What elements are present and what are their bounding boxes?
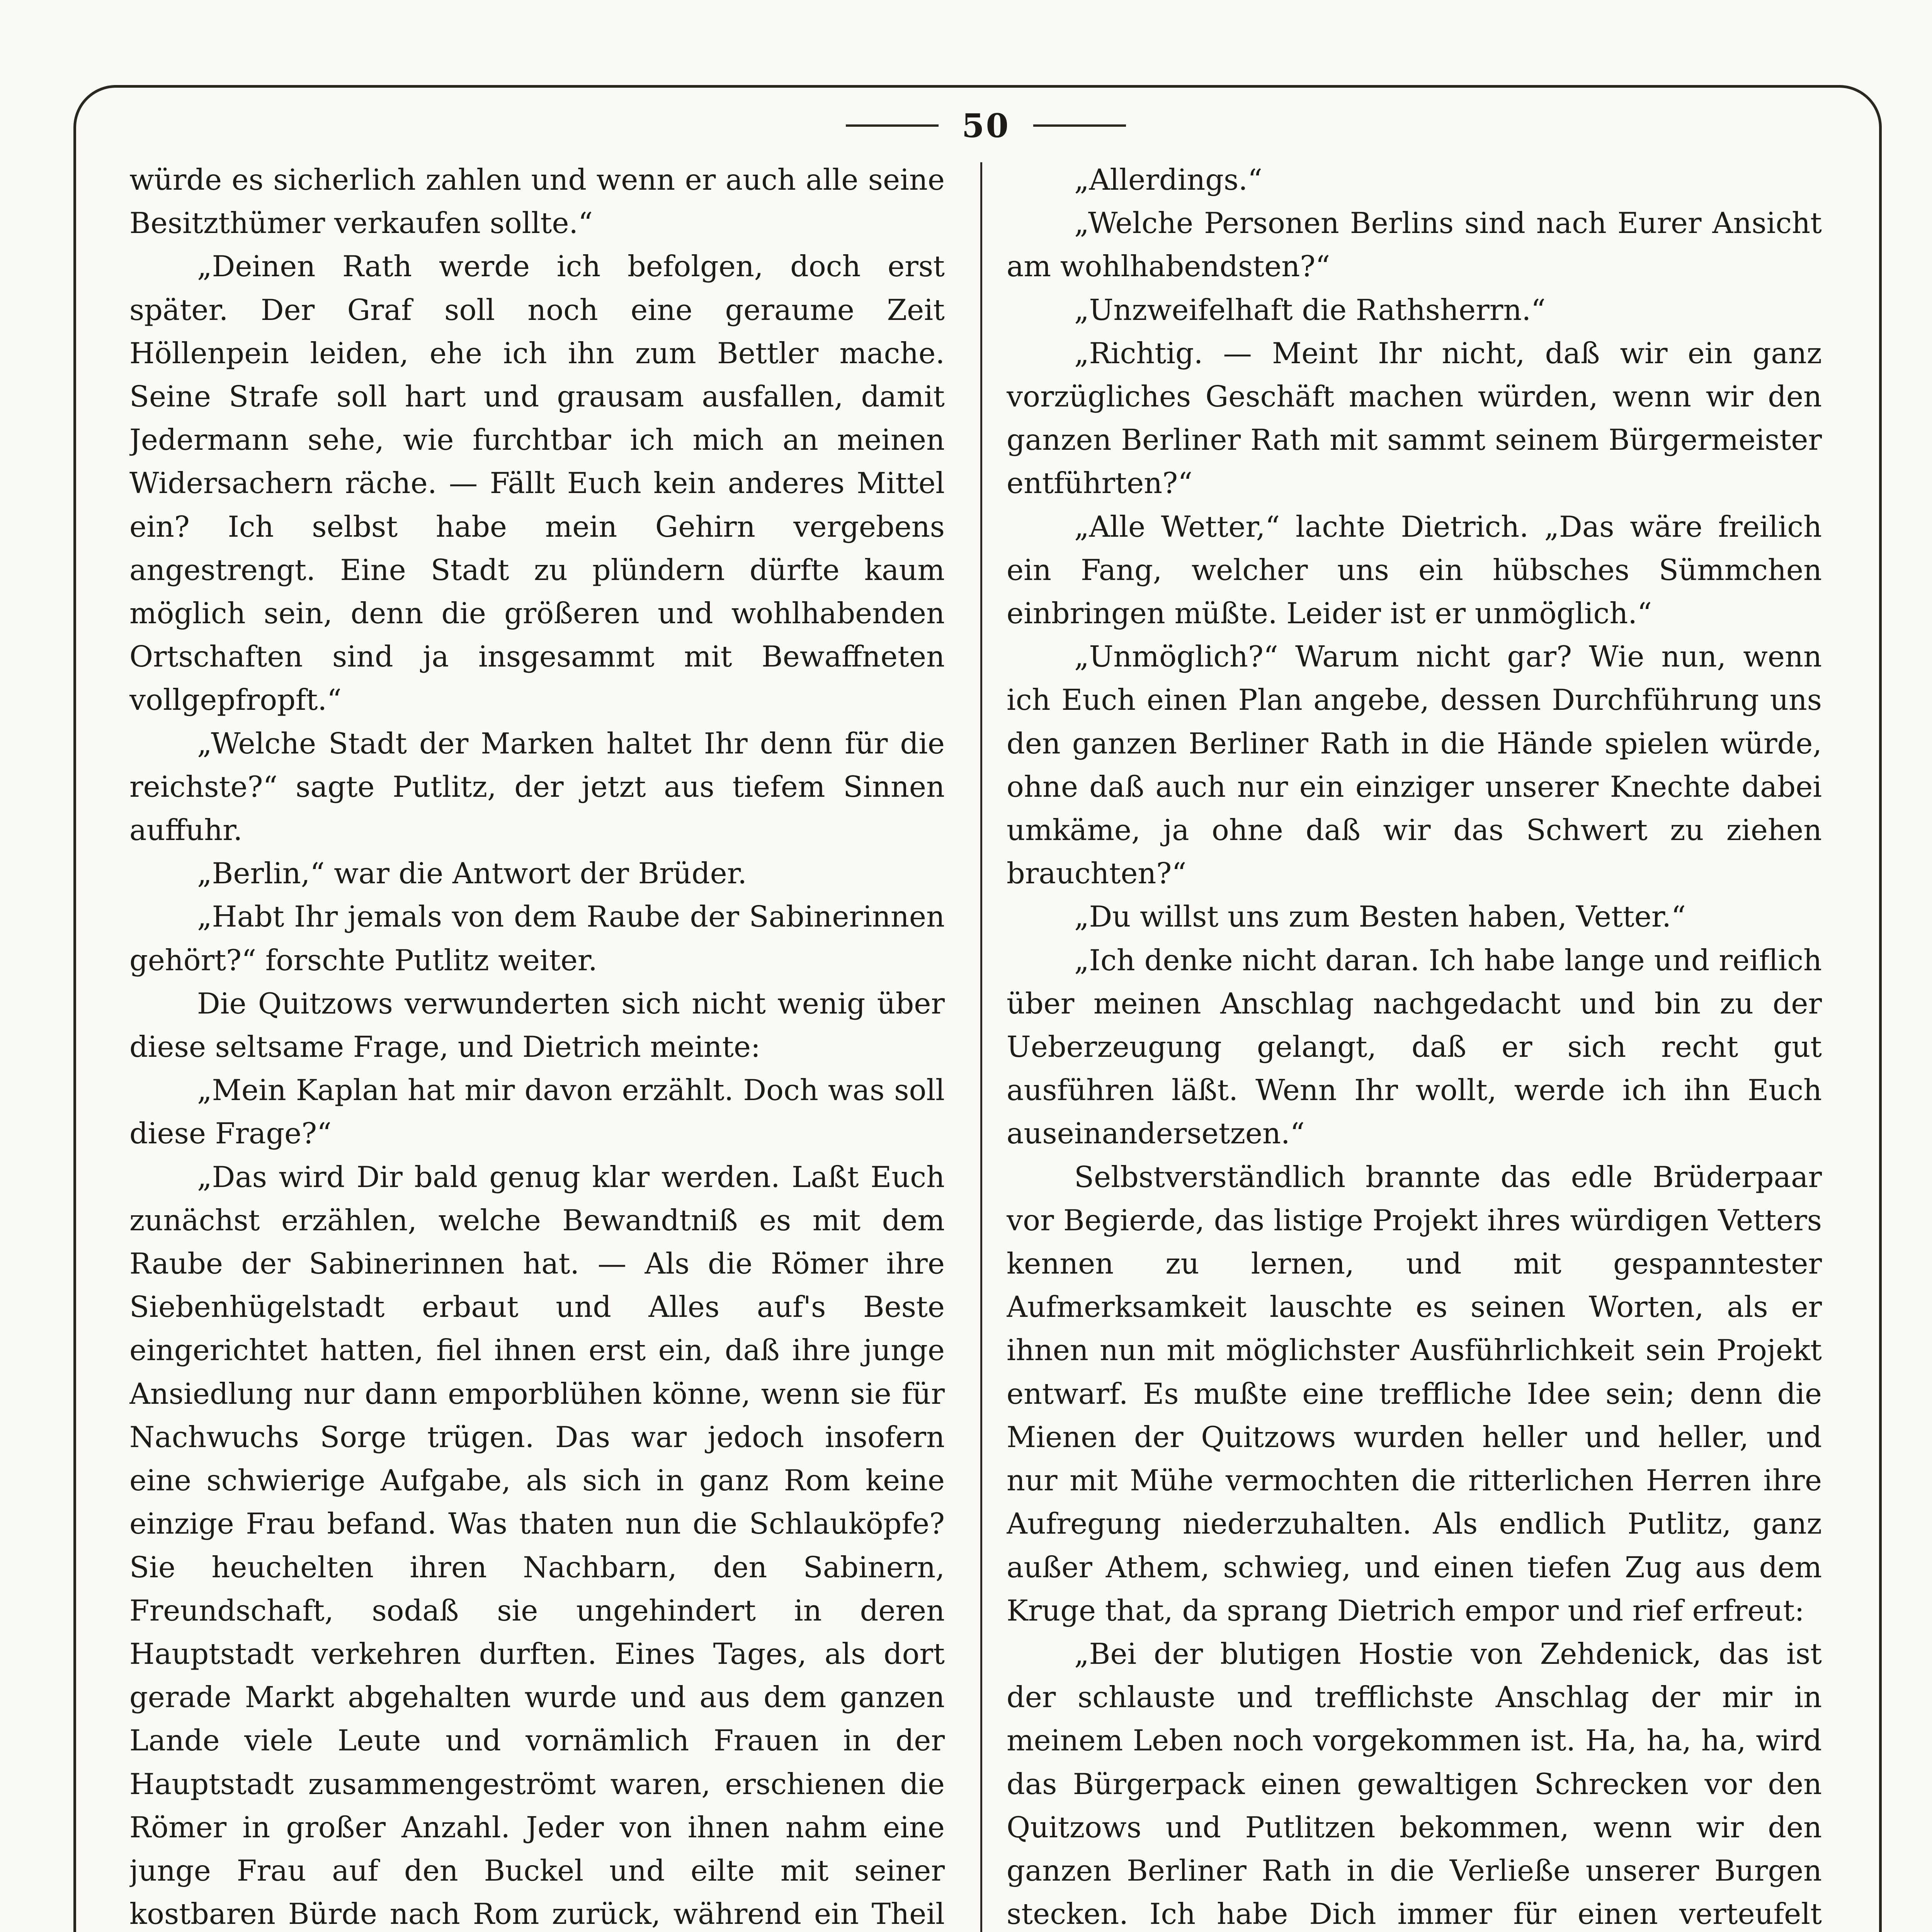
paragraph: „Habt Ihr jemals von dem Raube der Sabinerinnen gehört?“ forschte Putlitz weiter. bbox=[129, 900, 945, 977]
paragraph: „Unzweifelhaft die Rathsherrn.“ bbox=[1074, 293, 1546, 327]
paragraph: würde es sicherlich zahlen und wenn er auch alle seine Besitzthümer verkaufen sollte.“ bbox=[129, 163, 945, 240]
paragraph: „Berlin,“ war die Antwort der Brüder. bbox=[197, 857, 747, 891]
paragraph: Die Quitzows verwunderten sich nicht wenig über diese seltsame Frage, und Dietrich meinte: bbox=[129, 986, 945, 1064]
paragraph: „Allerdings.“ bbox=[1074, 163, 1262, 197]
paragraph: „Du willst uns zum Besten haben, Vetter.“ bbox=[1074, 900, 1686, 934]
page-number: 50 bbox=[962, 106, 1010, 145]
paragraph: „Ich denke nicht daran. Ich habe lange und reiflich über meinen Anschlag nachgedacht und bin zu der Ueberzeugung gelangt, daß er sich recht gut ausführen läßt. Wenn Ihr wollt, werde ich ihn Euch auseinandersetzen.“ bbox=[1007, 943, 1822, 1151]
text-column-left bbox=[129, 158, 945, 1932]
paragraph: „Alle Wetter,“ lachte Dietrich. „Das wäre freilich ein Fang, welcher uns ein hübsches Sümmchen einbringen müßte. Leider ist er unmöglich.“ bbox=[1007, 510, 1822, 631]
paragraph: „Deinen Rath werde ich befolgen, doch erst später. Der Graf soll noch eine geraume Zeit Höllenpein leiden, ehe ich ihn zum Bettler mache. Seine Strafe soll hart und grausam ausfallen, damit Jedermann sehe, wie furchtbar ich mich an meinen Widersachern räche. — Fällt Euch kein anderes Mittel ein? Ich selbst habe mein Gehirn vergebens angestrengt. Eine Stadt zu plündern dürfte kaum möglich sein, denn die größeren und wohlhabenden Ortschaften sind ja insgesammt mit Bewaffneten vollgepfropft.“ bbox=[129, 250, 945, 717]
paragraph: „Bei der blutigen Hostie von Zehdenick, das ist der schlauste und trefflichste Anschlag der mir in meinem Leben noch vorgekommen ist. Ha, ha, ha, wird das Bürgerpack einen gewaltigen Schrecken vor den Quitzows und Putlitzen bekommen, wenn wir den ganzen Berliner Rath in die Verließe unserer Burgen stecken. Ich habe Dich immer für einen verteufelt bbox=[1007, 1637, 1822, 1931]
column-divider bbox=[980, 162, 982, 1932]
paragraph: Selbstverständlich brannte das edle Brüderpaar vor Begierde, das listige Projekt ihres würdigen Vetters kennen zu lernen, und mit gespanntester Aufmerksamkeit lauschte es seinen Worten, als er ihnen nun mit möglichster Ausführlichkeit sein Projekt entwarf. Es mußte eine treffliche Idee sein; denn die Mienen der Quitzows wurden heller und heller, und nur mit Mühe vermochten die ritterlichen Herren ihre Aufregung niederzuhalten. Als endlich Putlitz, ganz außer Athem, schwieg, und einen tiefen Zug aus dem Kruge that, da sprang Dietrich empor und rief erfreut: bbox=[1007, 1160, 1822, 1628]
paragraph: „Mein Kaplan hat mir davon erzählt. Doch was soll diese Frage?“ bbox=[129, 1073, 945, 1151]
paragraph: „Welche Stadt der Marken haltet Ihr denn für die reichste?“ sagte Putlitz, der jetzt aus tiefem Sinnen auffuhr. bbox=[129, 726, 945, 847]
text-column-right bbox=[1007, 158, 1822, 1932]
header-rule-left bbox=[846, 124, 939, 127]
paragraph: „Unmöglich?“ Warum nicht gar? Wie nun, wenn ich Euch einen Plan angebe, dessen Durchführung uns den ganzen Berliner Rath in die Hände spielen würde, ohne daß auch nur ein einziger unserer Knechte dabei umkäme, ja ohne daß wir das Schwert zu ziehen brauchten?“ bbox=[1007, 640, 1822, 891]
paragraph: „Das wird Dir bald genug klar werden. Laßt Euch zunächst erzählen, welche Bewandtniß es mit dem Raube der Sabinerinnen hat. — Als die Römer ihre Siebenhügelstadt erbaut und Alles auf's Beste eingerichtet hatten, fiel ihnen erst ein, daß ihre junge Ansiedlung nur dann emporblühen könne, wenn sie für Nachwuchs Sorge trügen. Das war jedoch insofern eine schwierige Aufgabe, als sich in ganz Rom keine einzige Frau befand. Was thaten nun die Schlauköpfe? Sie heuchelten ihren Nachbarn, den Sabinern, Freundschaft, sodaß sie ungehindert in deren Hauptstadt verkehren durften. Eines Tages, als dort gerade Markt abgehalten wurde und aus dem ganzen Lande viele Leute und vornämlich Frauen in der Hauptstadt zusammengeströmt waren, erschienen die Römer in großer Anzahl. Jeder von ihnen nahm eine junge Frau auf den Buckel und eilte mit seiner kostbaren Bürde nach Rom zurück, während ein Theil bbox=[129, 1160, 945, 1931]
paragraph: „Richtig. — Meint Ihr nicht, daß wir ein ganz vorzügliches Geschäft machen würden, wenn wir den ganzen Berliner Rath mit sammt seinem Bürgermeister entführten?“ bbox=[1007, 336, 1822, 500]
paragraph: „Welche Personen Berlins sind nach Eurer Ansicht am wohlhabendsten?“ bbox=[1007, 206, 1822, 284]
header-rule-right bbox=[1033, 124, 1126, 127]
page-header bbox=[0, 97, 1932, 155]
